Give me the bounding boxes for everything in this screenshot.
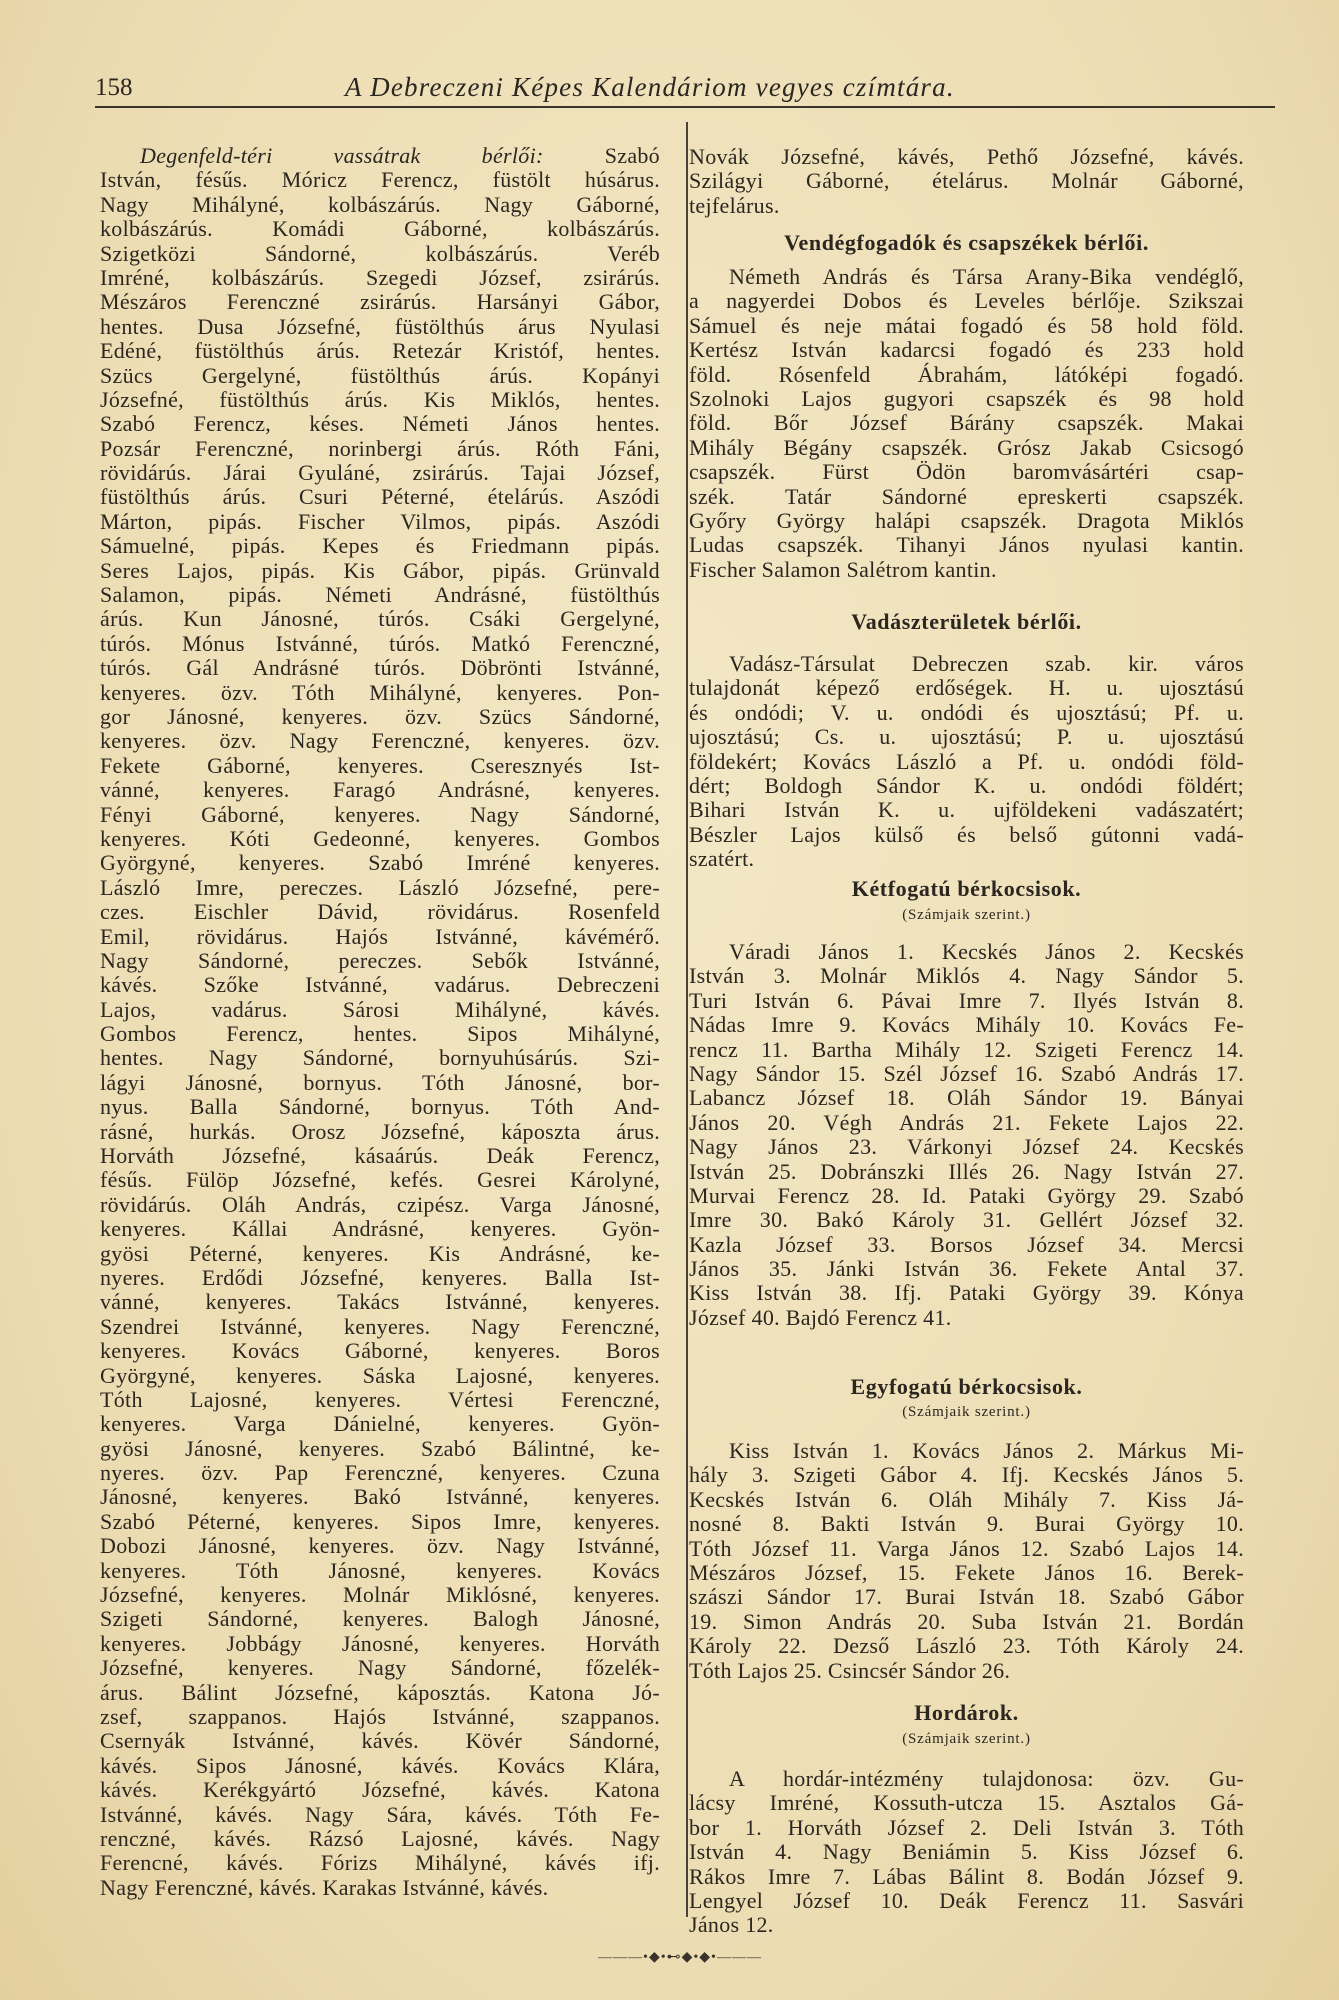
section-paragraph xyxy=(689,1439,1244,1683)
text-line: Szigetközi Sándorné, kolbászárús. Veréb xyxy=(100,240,660,266)
text-line: földekért; Kovács László a Pf. u. ondódi föld- xyxy=(689,748,1244,774)
text-line: Imre 30. Bakó Károly 31. Gellért József 32. xyxy=(689,1207,1244,1233)
text-line: zsef, szappanos. Hajós Istvánné, szappanos. xyxy=(100,1704,660,1729)
text-line: a nagyerdei Dobos és Leveles bérlője. Szikszai xyxy=(689,288,1244,314)
text-line: fésűs. Fülöp Józsefné, kefés. Gesrei Károlyné, xyxy=(100,1167,660,1193)
text-line: Nagy Mihályné, kolbászárús. Nagy Gáborné, xyxy=(100,191,660,217)
text-line: gyösi Jánosné, kenyeres. Szabó Bálintné, ke- xyxy=(100,1435,660,1461)
text-line: István, fésűs. Móricz Ferencz, füstölt húsárus. xyxy=(100,167,660,193)
text-line: Horváth Józsefné, kásaárús. Deák Ferencz, xyxy=(100,1143,660,1169)
text-line: Sámuel és neje mátai fogadó és 58 hold föld. xyxy=(689,312,1244,338)
text-line: Nagy János 23. Várkonyi József 24. Kecskés xyxy=(689,1134,1244,1160)
text-line: Kertész István kadarcsi fogadó és 233 hold xyxy=(689,337,1244,363)
text-line: Csernyák Istvánné, kávés. Kövér Sándorné, xyxy=(100,1728,660,1754)
text-line: Seres Lajos, pipás. Kis Gábor, pipás. Grünvald xyxy=(100,557,660,583)
text-line: Tóth Lajos 25. Csincsér Sándor 26. xyxy=(689,1657,1011,1683)
text-line: Jánosné, kenyeres. Bakó Istvánné, kenyeres. xyxy=(100,1484,660,1510)
text-line: Nagy Sándor 15. Szél József 16. Szabó András 17. xyxy=(689,1060,1244,1086)
text-line: Turi István 6. Pávai Imre 7. Ilyés István 8. xyxy=(689,987,1244,1013)
text-line: czes. Eischler Dávid, rövidárus. Rosenfeld xyxy=(100,899,660,925)
header-rule xyxy=(95,106,1275,108)
text-line: vánné, kenyeres. Faragó Andrásné, kenyeres. xyxy=(100,777,660,803)
section-paragraph xyxy=(689,652,1244,872)
text-line: Szendrei Istvánné, kenyeres. Nagy Ferenczné, xyxy=(100,1313,660,1339)
section-subheading: (Számjaik szerint.) xyxy=(902,1404,1031,1420)
text-line: Nádas Imre 9. Kovács Mihály 10. Kovács Fe- xyxy=(689,1012,1244,1038)
text-line: János 20. Végh András 21. Fekete Lajos 22. xyxy=(689,1109,1244,1135)
text-line: ujosztású; Cs. u. ujosztású; P. u. ujosztású xyxy=(689,724,1244,750)
text-line: Nagy Sándorné, pereczes. Sebők Istvánné, xyxy=(100,947,660,973)
text-line: Edéné, füstölthús árús. Retezár Kristóf, hentes. xyxy=(100,338,660,364)
text-line: túrós. Gál Andrásné túrós. Döbrönti Istvánné, xyxy=(100,655,660,681)
section-heading: Kétfogatú bérkocsisok. xyxy=(851,876,1082,901)
text-line: nyeres. özv. Pap Ferenczné, kenyeres. Czuna xyxy=(100,1460,660,1486)
text-line: föld. Rósenfeld Ábrahám, látóképi fogadó. xyxy=(689,361,1244,387)
text-line: Szabó Ferencz, késes. Németi János hentes. xyxy=(100,411,660,437)
text-line: tulajdonát képező erdőségek. H. u. ujosztású xyxy=(689,675,1244,701)
text-line: István 25. Dobránszki Illés 26. Nagy István 27. xyxy=(689,1158,1244,1184)
text-line: Németh András és Társa Arany-Bika vendéglő, xyxy=(729,264,1244,289)
text-line: Mihály Bégány csapszék. Grósz Jakab Csicsogó xyxy=(689,434,1244,460)
section-heading: Egyfogatú bérkocsisok. xyxy=(850,1374,1083,1399)
text-line: Imréné, kolbászárús. Szegedi József, zsirárús. xyxy=(100,264,660,290)
text-line: Ferencné, kávés. Fórizs Mihályné, kávés ifj. xyxy=(100,1850,660,1876)
text-line: rásné, hurkás. Orosz Józsefné, káposzta árus. xyxy=(100,1118,660,1144)
text-line: Györgyné, kenyeres. Sáska Lajosné, kenyeres. xyxy=(100,1362,660,1388)
text-line: Vadász-Társulat Debreczen szab. kir. város xyxy=(729,651,1244,676)
text-line: hály 3. Szigeti Gábor 4. Ifj. Kecskés János 5. xyxy=(689,1462,1244,1488)
text-line: Váradi János 1. Kecskés János 2. Kecskés xyxy=(729,939,1244,964)
text-line: Bihari István K. u. ujföldekeni vadászatért; xyxy=(689,797,1244,823)
text-line: rövidárús. Oláh András, czipész. Varga Jánosné, xyxy=(100,1191,660,1217)
text-line: Szilágyi Gáborné, ételárus. Molnár Gáborné, xyxy=(689,168,1244,194)
text-line: Murvai Ferencz 28. Id. Pataki György 29. Szabó xyxy=(689,1182,1244,1208)
text-line: gyösi Péterné, kenyeres. Kis Andrásné, ke- xyxy=(100,1240,660,1266)
lead-italic: Degenfeld-téri vassátrak bérlői: xyxy=(140,143,544,168)
text-line: kenyeres. özv. Nagy Ferenczné, kenyeres. özv. xyxy=(100,728,660,754)
text-line: szatért. xyxy=(689,846,755,872)
section-heading: Vadászterületek bérlői. xyxy=(851,609,1082,634)
text-line: kenyeres. Kovács Gáborné, kenyeres. Boros xyxy=(100,1338,660,1364)
text-line: Márton, pipás. Fischer Vilmos, pipás. Aszódi xyxy=(100,508,660,534)
section-heading: Vendégfogadók és csapszékek bérlői. xyxy=(784,230,1149,255)
text-line: Nagy Ferenczné, kávés. Karakas Istvánné, kávés. xyxy=(100,1874,549,1900)
text-line: árus. Bálint Józsefné, káposztás. Katona Jó- xyxy=(100,1679,660,1705)
text-line: tejfelárus. xyxy=(689,192,780,218)
page-number: 158 xyxy=(95,74,133,101)
text-line: kenyeres. Varga Dánielné, kenyeres. Gyön- xyxy=(100,1411,660,1437)
text-line: kenyeres. özv. Tóth Mihályné, kenyeres. Pon- xyxy=(100,679,660,705)
text-line: gor Jánosné, kenyeres. özv. Szücs Sándorné, xyxy=(100,703,660,729)
text-line: nyus. Balla Sándorné, bornyus. Tóth And- xyxy=(100,1094,660,1120)
text-line: Lengyel József 10. Deák Ferencz 11. Sasvári xyxy=(689,1887,1244,1913)
text-line: nosné 8. Bakti István 9. Burai György 10. xyxy=(689,1511,1244,1537)
text-line: kávés. Szőke Istvánné, vadárus. Debreczeni xyxy=(100,972,660,998)
text-line: Szigeti Sándorné, kenyeres. Balogh Jánosné, xyxy=(100,1606,660,1632)
text-line: túrós. Mónus Istvánné, túrós. Matkó Ferenczné, xyxy=(100,630,660,656)
text-line: vánné, kenyeres. Takács Istvánné, kenyeres. xyxy=(100,1289,660,1315)
text-line: A hordár-intézmény tulajdonosa: özv. Gu- xyxy=(729,1766,1244,1791)
text-line: rencz 11. Bartha Mihály 12. Szigeti Ferencz 14. xyxy=(689,1036,1244,1062)
section-paragraph xyxy=(689,940,1244,1330)
text-line: Fekete Gáborné, kenyeres. Cseresznyés Ist- xyxy=(100,752,660,778)
text-line: Novák Józsefné, kávés, Pethő Józsefné, kávés. xyxy=(689,144,1244,169)
text-line: Szücs Gergelyné, füstölthús árús. Kopányi xyxy=(100,362,660,388)
text-line: hentes. Dusa Józsefné, füstölthús árus Nyulasi xyxy=(100,313,660,339)
text-line: Kecskés István 6. Oláh Mihály 7. Kiss Já- xyxy=(689,1486,1244,1512)
text-line: Lajos, vadárus. Sárosi Mihályné, kávés. xyxy=(100,996,660,1022)
text-line: Kiss István 1. Kovács János 2. Márkus Mi- xyxy=(729,1438,1244,1463)
text-line: Emil, rövidárus. Hajós Istvánné, kávémérő. xyxy=(100,923,660,949)
section-subheading: (Számjaik szerint.) xyxy=(902,1731,1031,1747)
text-line: József 40. Bajdó Ferencz 41. xyxy=(689,1304,952,1330)
text-line: kávés. Kerékgyártó Józsefné, kávés. Katona xyxy=(100,1777,660,1803)
text-line: Salamon, pipás. Németi Andrásné, füstölthús xyxy=(100,582,660,608)
text-line: 19. Simon András 20. Suba István 21. Bordán xyxy=(689,1608,1244,1634)
section-paragraph xyxy=(689,145,1244,218)
column-divider xyxy=(686,122,688,1917)
section-paragraph xyxy=(689,265,1244,582)
text-line: föld. Bőr József Bárány csapszék. Makai xyxy=(689,410,1244,436)
text-line: lágyi Jánosné, bornyus. Tóth Jánosné, bor- xyxy=(100,1069,660,1095)
text-line: Kazla József 33. Borsos József 34. Mercsi xyxy=(689,1231,1244,1257)
text-line: Labancz József 18. Oláh Sándor 19. Bányai xyxy=(689,1085,1244,1111)
text-line: kolbászárús. Komádi Gáborné, kolbászárús. xyxy=(100,216,660,242)
text-line: István 4. Nagy Beniámin 5. Kiss József 6. xyxy=(689,1839,1244,1865)
text-line: Dobozi Jánosné, kenyeres. özv. Nagy Istvánné, xyxy=(100,1533,660,1559)
text-line: árús. Kun Jánosné, túrós. Csáki Gergelyné, xyxy=(100,606,660,632)
text-line: kávés. Sipos Jánosné, kávés. Kovács Klára, xyxy=(100,1752,660,1778)
running-title: A Debreczeni Képes Kalendáriom vegyes czímtára. xyxy=(345,72,955,102)
text-line: és ondódi; V. u. ondódi és ujosztású; Pf. u. xyxy=(689,699,1244,725)
text-line: János 12. xyxy=(689,1912,774,1938)
text-line: füstölthús árús. Csuri Péterné, ételárús. Aszódi xyxy=(100,484,660,510)
text-line: Pozsár Ferenczné, norinbergi árús. Róth Fáni, xyxy=(100,435,660,461)
text-line: Gombos Ferencz, hentes. Sipos Mihályné, xyxy=(100,1021,660,1047)
text-line: Józsefné, kenyeres. Molnár Miklósné, kenyeres. xyxy=(100,1582,660,1608)
text-line: csapszék. Fürst Ödön baromvásártéri csap- xyxy=(689,459,1244,485)
text-line: Józsefné, kenyeres. Nagy Sándorné, főzelék- xyxy=(100,1655,660,1681)
ornament-divider: ———•◆•⊷◆•◆•——— xyxy=(598,1950,762,1965)
text-line: János 35. Jánki István 36. Fekete Antal 37. xyxy=(689,1256,1244,1282)
lead-line xyxy=(100,144,660,168)
left-column xyxy=(100,144,660,1900)
text-line: Szolnoki Lajos gugyori csapszék és 98 hold xyxy=(689,385,1244,411)
text-line: Fényi Gáborné, kenyeres. Nagy Sándorné, xyxy=(100,801,660,827)
text-line: kenyeres. Jobbágy Jánosné, kenyeres. Horváth xyxy=(100,1630,660,1656)
text-line: Ludas csapszék. Tihanyi János nyulasi kantin. xyxy=(689,532,1244,558)
text-line: István 3. Molnár Miklós 4. Nagy Sándor 5. xyxy=(689,963,1244,989)
section-heading: Hordárok. xyxy=(914,1700,1019,1725)
text-line: Tóth Lajosné, kenyeres. Vértesi Ferenczné, xyxy=(100,1386,660,1412)
lead-rest: Szabó xyxy=(604,143,660,168)
text-line: kenyeres. Tóth Jánosné, kenyeres. Kovács xyxy=(100,1557,660,1583)
section-subheading: (Számjaik szerint.) xyxy=(902,907,1031,923)
text-line: rövidárús. Járai Gyuláné, zsirárús. Tajai József, xyxy=(100,460,660,486)
text-line: Istvánné, kávés. Nagy Sára, kávés. Tóth Fe- xyxy=(100,1801,660,1827)
text-line: kenyeres. Kóti Gedeonné, kenyeres. Gombos xyxy=(100,825,660,851)
text-line: szászi Sándor 17. Burai István 18. Szabó Gábor xyxy=(689,1584,1244,1610)
text-line: Kiss István 38. Ifj. Pataki György 39. Kónya xyxy=(689,1280,1244,1306)
text-line: Józsefné, füstölthús árús. Kis Miklós, hentes. xyxy=(100,386,660,412)
text-line: Szabó Péterné, kenyeres. Sipos Imre, kenyeres. xyxy=(100,1508,660,1534)
text-line: Bészler Lajos külső és belső gútonni vadá- xyxy=(689,821,1244,847)
text-line: Tóth József 11. Varga János 12. Szabó Lajos 14. xyxy=(689,1535,1244,1561)
section-paragraph xyxy=(689,1767,1244,1938)
text-line: dért; Boldogh Sándor K. u. ondódi földért; xyxy=(689,772,1244,798)
text-line: Rákos Imre 7. Lábas Bálint 8. Bodán József 9. xyxy=(689,1863,1244,1889)
text-line: kenyeres. Kállai Andrásné, kenyeres. Gyön- xyxy=(100,1216,660,1242)
text-line: Győry György halápi csapszék. Dragota Miklós xyxy=(689,507,1244,533)
text-line: lácsy Imréné, Kossuth-utcza 15. Asztalos Gá- xyxy=(689,1790,1244,1816)
text-line: László Imre, pereczes. László Józsefné, pere- xyxy=(100,874,660,900)
text-line: nyeres. Erdődi Józsefné, kenyeres. Balla Ist- xyxy=(100,1264,660,1290)
text-line: Fischer Salamon Salétrom kantin. xyxy=(689,556,997,582)
text-line: Sámuelné, pipás. Kepes és Friedmann pipás. xyxy=(100,533,660,559)
text-line: renczné, kávés. Rázsó Lajosné, kávés. Nagy xyxy=(100,1825,660,1851)
text-line: Györgyné, kenyeres. Szabó Imréné kenyeres. xyxy=(100,850,660,876)
text-line: szék. Tatár Sándorné epreskerti csapszék. xyxy=(689,483,1244,509)
text-line: Mészáros Ferenczné zsirárús. Harsányi Gábor, xyxy=(100,289,660,315)
text-line: bor 1. Horváth József 2. Deli István 3. Tóth xyxy=(689,1814,1244,1840)
text-line: Károly 22. Dezső László 23. Tóth Károly 24. xyxy=(689,1633,1244,1659)
text-line: hentes. Nagy Sándorné, bornyuhúsárús. Szi- xyxy=(100,1045,660,1071)
text-line: Mészáros József, 15. Fekete János 16. Berek- xyxy=(689,1559,1244,1585)
